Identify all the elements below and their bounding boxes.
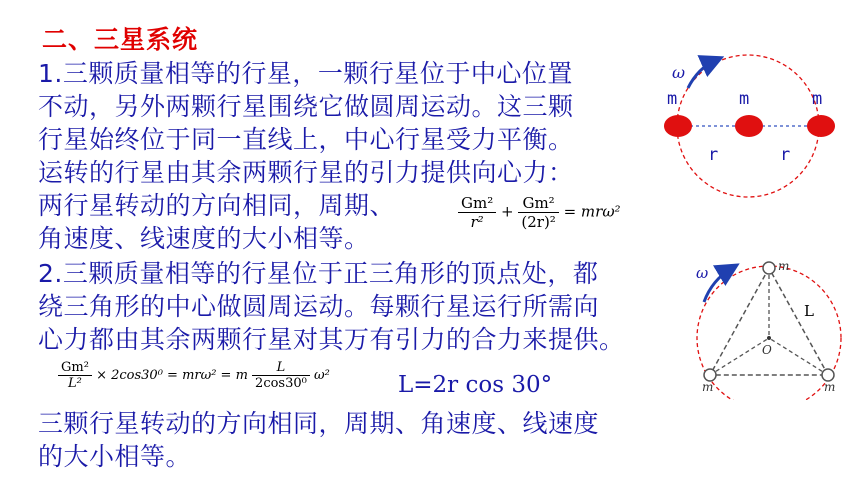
f1-rhs: = mrω² [563, 202, 621, 221]
text-line-11: 的大小相等。 [38, 442, 192, 471]
f1-term2-num: Gm² [518, 194, 558, 213]
f1-term2-den: (2r)² [521, 213, 556, 231]
text-line-1: 1.三颗质量相等的行星，一颗行星位于中心位置 [38, 59, 573, 88]
star-top [763, 262, 775, 274]
center-point [767, 336, 771, 340]
f2-tail: ω² [314, 368, 330, 383]
mass-label-right: m [812, 89, 823, 109]
diagram-linear-three-star [650, 48, 850, 198]
l-relation: L=2r cos 30° [398, 372, 553, 398]
text-line-5: 两行星转动的方向相同，周期、 [38, 191, 396, 220]
median-left [710, 338, 769, 375]
diagram-triangle-three-star [690, 250, 856, 400]
text-line-3: 行星始终位于同一直线上，中心行星受力平衡。 [38, 125, 574, 154]
mass-label-left: m [702, 380, 714, 394]
text-line-4: 运转的行星由其余两颗行星的引力提供向心力： [38, 158, 574, 187]
f2-frac1-num: Gm² [58, 360, 92, 376]
text-line-2: 不动，另外两颗行星围绕它做圆周运动。这三颗 [38, 92, 574, 121]
planet-left [664, 115, 692, 137]
text-line-6: 角速度、线速度的大小相等。 [38, 224, 370, 253]
center-label: O [762, 343, 772, 357]
mass-label-right: m [824, 380, 836, 394]
f1-plus: + [501, 202, 514, 221]
radius-label-left: r [708, 145, 719, 165]
planet-center [735, 115, 763, 137]
median-right [769, 338, 828, 375]
radius-label-right: r [780, 145, 791, 165]
mass-label-left: m [667, 89, 678, 109]
formula-triangle-three-star [58, 360, 330, 391]
f2-frac2-den: 2cos30⁰ [255, 376, 307, 391]
section-title: 二、三星系统 [42, 25, 199, 54]
f1-term1-den: r² [470, 213, 484, 231]
f1-term1-num: Gm² [458, 194, 496, 213]
mass-label-center: m [739, 89, 750, 109]
text-line-9: 心力都由其余两颗行星对其万有引力的合力来提供。 [38, 325, 625, 354]
text-line-10: 三颗行星转动的方向相同，周期、角速度、线速度 [38, 409, 600, 438]
omega-label: ω [672, 63, 686, 82]
f2-mid: × 2cos30⁰ = mrω² = m [96, 368, 248, 383]
text-line-8: 绕三角形的中心做圆周运动。每颗行星运行所需向 [38, 292, 600, 321]
f2-frac2-num: L [252, 360, 310, 376]
f2-frac1-den: L² [68, 376, 82, 391]
formula-linear-three-star [458, 194, 621, 231]
omega-label: ω [696, 264, 709, 282]
planet-right [807, 115, 835, 137]
side-label: L [804, 302, 814, 320]
mass-label-top: m [778, 259, 790, 273]
text-line-7: 2.三颗质量相等的行星位于正三角形的顶点处，都 [38, 259, 599, 288]
